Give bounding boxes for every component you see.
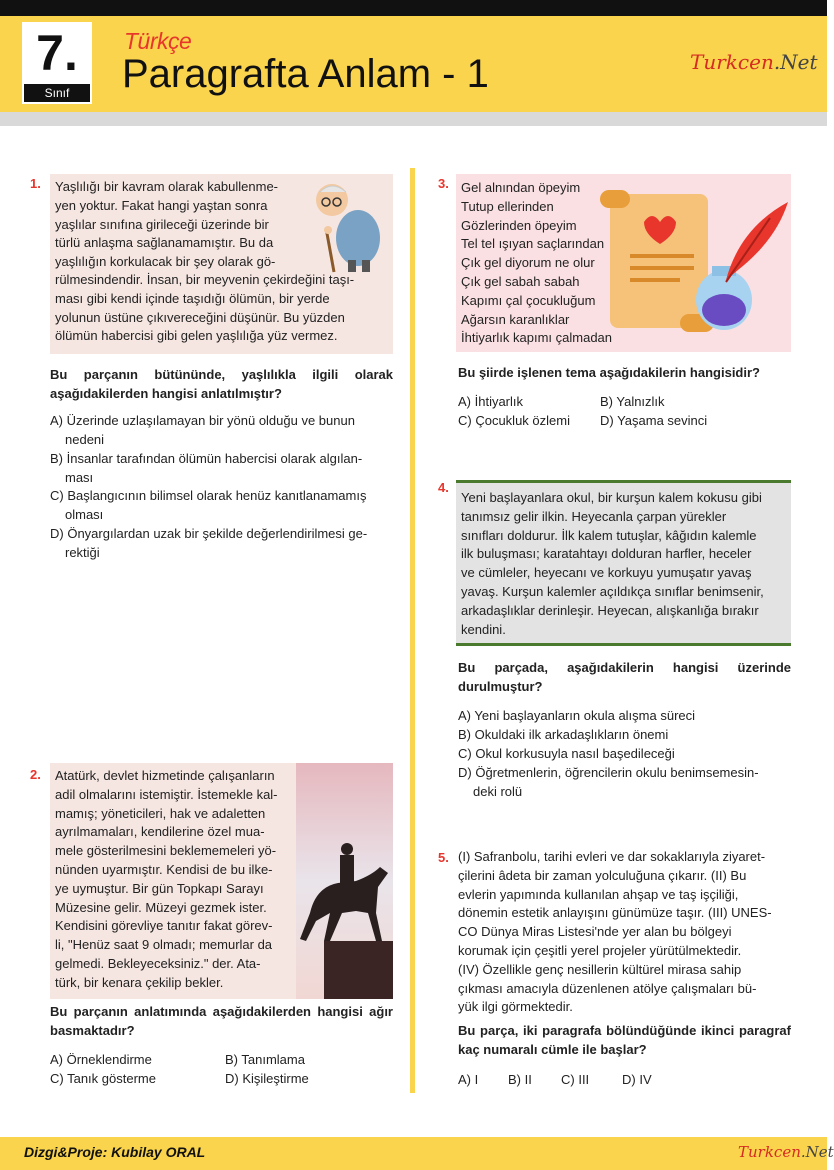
passage-line: evlerin yapımında kullanılan ahşap ve taş işçiliği, [458,886,739,902]
scroll-quill-illustration [600,188,790,343]
poem-line: Gel alnından öpeyim [461,180,581,195]
grade-label: Sınıf [24,84,90,102]
passage-line: yen yoktur. Fakat hangi yaştan sonra [55,197,268,213]
answer-option-c[interactable]: C) III [561,1072,590,1087]
passage-line: yavaş. Kurşun kalemler açıldıkça sınıflar benimsenir, [461,583,764,599]
option-label: A) Üzerinde uzlaşılamayan bir yönü olduğu ve bunun [50,413,355,428]
column-divider [410,168,415,1093]
passage-line: ayrılmamaları, kendilerine özel mua- [55,824,265,840]
answer-option-b[interactable]: B) Yalnızlık [600,394,665,409]
passage-line: li, "Henüz saat 9 olmadı; memurlar da [55,937,273,953]
passage-line: yolunun üstüne çıkıvereceğini düşünür. Bu yüzden [55,309,345,325]
option-continuation: olması [65,506,104,522]
answer-option-d[interactable]: D) Yaşama sevinci [600,413,708,428]
question-number: 3. [438,176,449,191]
header-strip [0,112,827,126]
passage-line: dönemin estetik anlayışını günümüze taşır. (III) UNES- [458,905,772,921]
passage-line: arkadaşlıklar derinleşir. Heyecan, alışkanlığa bırakır [461,602,759,618]
poem-line: Tutup ellerinden [461,198,554,214]
option-label: B) Okuldaki ilk arkadaşlıkların önemi [458,727,669,742]
logo-suffix: .Net [800,1143,834,1161]
passage-line: mele gösterilmesini beklememeleri yö- [55,843,277,859]
passage-text [55,271,390,346]
poem-line: Çık gel sabah sabah [461,273,580,289]
poem-line: Gözlerinden öpeyim [461,217,577,233]
answer-option-d[interactable]: D) Kişileştirme [225,1071,309,1086]
passage-line: kendini. [461,621,506,637]
answer-option-c[interactable] [458,745,791,764]
answer-option-b[interactable] [50,450,393,487]
question-prompt: Bu parçanın anlatımında aşağıdakilerden hangisi ağır basmaktadır? [50,1004,393,1038]
passage-line: gelmedi. Bekleyeceksiniz." der. Ata- [55,955,261,971]
passage-line: CO Dünya Miras Listesi'nde yer alan bu bölgeyi [458,924,732,940]
passage-text [458,848,791,1017]
question-number: 1. [30,176,41,191]
passage-line: Müzesine gelir. Müzeyi gezmek ister. [55,899,267,915]
passage-line: ölümün habercisi gibi gelen yaşlılığa yüz vermez. [55,328,338,344]
question-prompt: Bu parçada, aşağıdakilerin hangisi üzerinde durulmuştur? [458,660,791,694]
option-label: D) Önyargılardan uzak bir şekilde değerlendirilmesi ge- [50,526,368,541]
passage-line: tanımsız gelir ilkin. Heyecanla çarpan yürekler [461,508,727,524]
passage-line: ve cümleler, heyecanı ve korkuyu yumuşatır yavaş [461,565,752,581]
question-number: 4. [438,480,449,495]
answer-option-d[interactable] [458,764,791,801]
passage-text [55,767,298,993]
passage-line: Atatürk, devlet hizmetinde çalışanların [55,768,275,783]
answer-option-b[interactable]: B) II [508,1072,532,1087]
passage-line: yük ilgi görmektedir. [458,999,573,1015]
question-number: 5. [438,850,449,865]
passage-line: ye uymuştur. Bir gün Topkapı Sarayı [55,880,264,896]
footer-logo [738,1143,834,1161]
top-bar [0,0,827,16]
passage-line: çıkması amacıyla düzenlenen atölye çalışmaları bü- [458,980,757,996]
ataturk-statue-illustration [296,763,393,999]
passage-text [55,178,295,272]
answer-option-a[interactable] [458,707,791,726]
logo-text: Turkcen [690,50,774,74]
question-prompt: Bu parçanın bütününde, yaşlılıkla ilgili olarak aşağıdakilerden hangisi anlatılmıştır? [50,367,393,401]
passage-line: (I) Safranbolu, tarihi evleri ve dar sokaklarıyla ziyaret- [458,849,766,864]
question-prompt: Bu parça, iki paragrafa bölündüğünde ikinci paragraf kaç numaralı cümle ile başlar? [458,1023,791,1057]
passage-line: Yaşlılığı bir kavram olarak kabullenme- [55,179,279,194]
footer-credit: Dizgi&Proje: Kubilay ORAL [24,1144,206,1160]
passage-line: çilerini âdeta bir zaman yolculuğuna çıkarır. (II) Bu [458,867,747,883]
subject-title: Türkçe [124,28,192,54]
passage-line: yaşlılar sınıfına girileceği üzerinde bir [55,216,269,232]
answer-option-a[interactable] [50,412,393,449]
option-label: C) Başlangıcının bilimsel olarak henüz kanıtlanamamış [50,488,367,503]
option-continuation: deki rolü [473,783,523,799]
option-label: C) Okul korkusuyla nasıl başedileceği [458,746,675,761]
passage-line: adil olmalarını istemiştir. İstemekle kal- [55,786,278,802]
passage-line: korumak için çeşitli yerel projeler yürütülmektedir. [458,942,742,958]
question-prompt: Bu şiirde işlenen tema aşağıdakilerin hangisidir? [458,365,760,380]
poem-line: Kapımı çal çocukluğum [461,292,596,308]
passage-line: türk, bir kenara çekilip bekler. [55,974,224,990]
poem-line: Çık gel diyorum ne olur [461,255,595,271]
option-continuation: ması [65,469,94,485]
poem-line: Tel tel ışıyan saçlarından [461,236,605,252]
passage-line: yaşlılığın korkulacak bir şey olarak gö- [55,254,276,270]
grade-badge [22,22,92,104]
answer-option-c[interactable]: C) Tanık gösterme [50,1071,156,1086]
logo-text: Turkcen [738,1143,801,1161]
answer-option-a[interactable]: A) Örneklendirme [50,1052,152,1067]
passage-line: ması gibi kendi içinde taşıdığı ölümün, bir yerde [55,290,330,306]
passage-line: sınıfları doldurur. İlk kalem tutuşlar, kâğıdın kalemle [461,527,757,543]
answer-option-a[interactable]: A) I [458,1072,479,1087]
passage-line: mamış; yöneticileri, hak ve adaletten [55,805,266,821]
answer-option-b[interactable]: B) Tanımlama [225,1052,305,1067]
answer-option-c[interactable] [50,487,393,524]
answer-option-d[interactable] [50,525,393,562]
grade-number: 7. [36,25,78,81]
answer-option-d[interactable]: D) IV [622,1072,652,1087]
passage-line: nünden uyarmıştır. Kendisi de bu ilke- [55,861,273,877]
site-logo [690,50,818,74]
answer-option-b[interactable] [458,726,791,745]
passage-text [461,489,787,639]
logo-suffix: .Net [773,50,818,74]
passage-line: Kendisini görevliye tanıtır fakat görev- [55,918,273,934]
option-continuation: nedeni [65,431,105,447]
page-title: Paragrafta Anlam - 1 [122,52,489,96]
passage-line: rülmesindendir. İnsan, bir meyvenin çekirdeğini taşı- [55,272,355,287]
passage-line: türlü anlaşma sağlanamamıştır. Bu da [55,235,274,251]
passage-line: ilk buluşması; karatahtayı dolduran harfler, heceler [461,546,752,562]
passage-line: (IV) Özellikle genç nesillerin kültürel mirasa sahip [458,961,742,977]
elderly-man-illustration [304,178,384,273]
option-label: D) Öğretmenlerin, öğrencilerin okulu benimsemesin- [458,765,759,780]
passage-line: Yeni başlayanlara okul, bir kurşun kalem kokusu gibi [461,490,762,505]
option-label: B) İnsanlar tarafından ölümün habercisi olarak algılan- [50,451,363,466]
question-number: 2. [30,767,41,782]
answer-option-a[interactable]: A) İhtiyarlık [458,394,524,409]
poem-line: İhtiyarlık kapımı çalmadan [461,330,613,346]
option-continuation: rektiği [65,544,100,560]
option-label: A) Yeni başlayanların okula alışma süreci [458,708,696,723]
poem-line: Ağarsın karanlıklar [461,311,570,327]
answer-option-c[interactable]: C) Çocukluk özlemi [458,413,570,428]
